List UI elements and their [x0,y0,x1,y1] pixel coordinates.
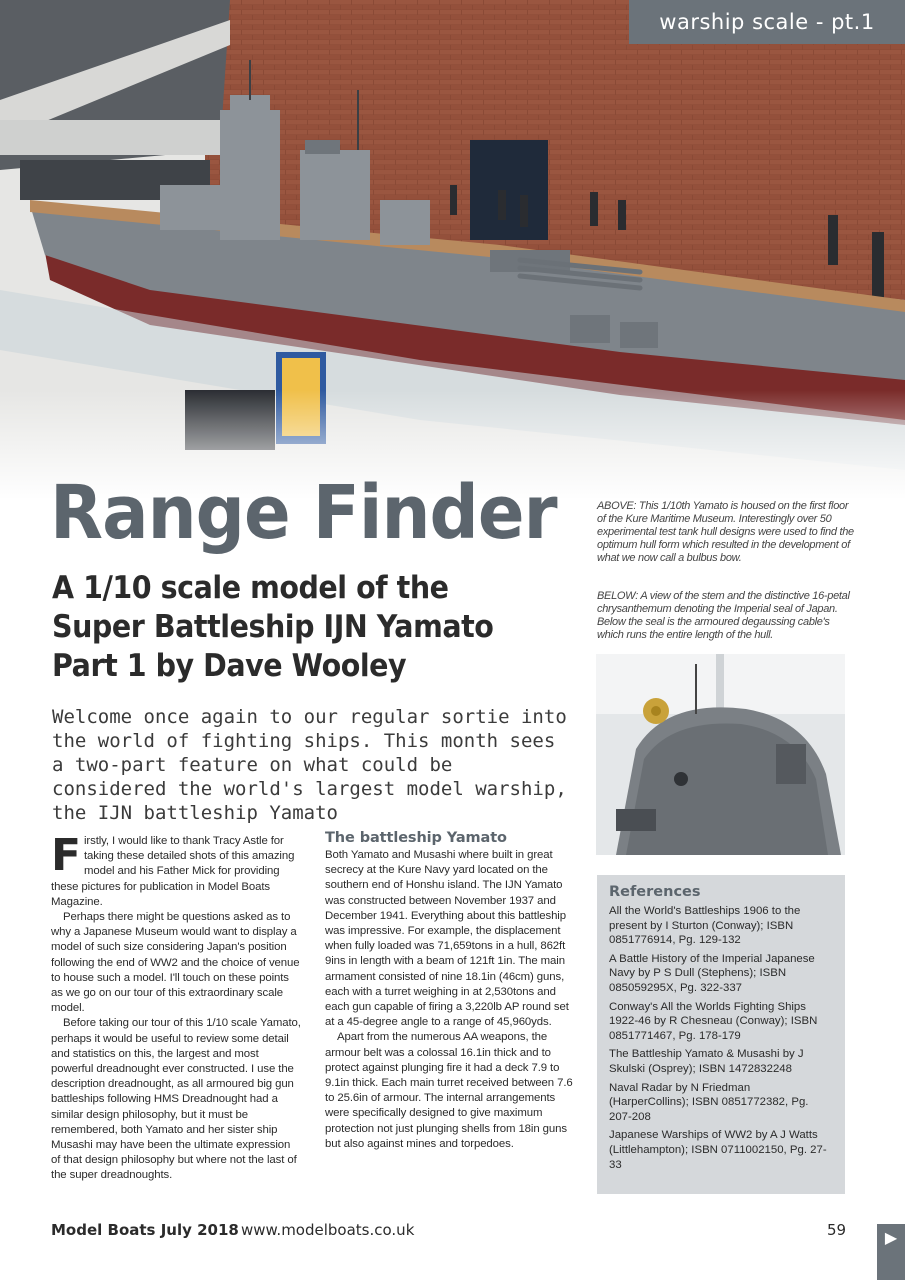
bow-stem-image [596,654,845,855]
footer-magazine-issue: Model Boats July 2018 [51,1221,239,1239]
subtitle-line: Part 1 by Dave Wooley [52,648,407,684]
paragraph: Before taking our tour of this 1/10 scale Yamato, perhaps it would be useful to review some detail and statistics on this, the largest and most powerful dreadnought ever constructed. I use the description dreadnought, as all armoured big gun battleships following HMS Dreadnought had a similar design philosophy, but it must be remembered, both Yamato and her sister ship Musashi may have been the ultimate expression of that design philosophy but where not the last of the super dreadnoughts. [51,1017,301,1182]
next-page-tab[interactable] [877,1224,905,1280]
article-title: Range Finder [50,470,557,556]
reference-item: A Battle History of the Imperial Japanese Navy by P S Dull (Stephens); ISBN 085059295X, Pg. 322-337 [609,952,815,994]
references-heading: References [609,884,701,900]
paragraph: Both Yamato and Musashi where built in great secrecy at the Kure Navy yard located on the southern end of Honshu island. The IJN Yamato was constructed between November 1937 and December 1941. Everything about this battleship was impressive. For example, the displacement when fully loaded was 71,659tons in a hull, 862ft 9ins in length with a beam of 121ft 1in. The main armament consisted of nine 18.1in (46cm) guns, each with a turret weighing in at 2,530tons and each gun capable of firing a 3,220lb AP round set at a 45-degree angle to a range of 45,960yds. [325,849,569,1029]
paragraph: Apart from the numerous AA weapons, the armour belt was a colossal 16.1in thick and to protect against plunging fire it had a deck 7.9 to 9.1in thick. Each main turret received between 7.6 to 25.6in of armour. The internal arrangements were specifically designed to give maximum protection not just plunging shells from 18in guns but also against mines and torpedoes. [325,1031,573,1150]
arrow-right-icon: ▶ [884,1228,898,1247]
article-standfirst: Welcome once again to our regular sortie into the world of fighting ships. This month sees a two-part feature on what could be considered the world's largest model warship, the IJN battleship Yamato [52,706,567,824]
caption-above: ABOVE: This 1/10th Yamato is housed on the first floor of the Kure Maritime Museum. Interestingly over 50 experimental test tank hull designs were used to find the optimum hull form which resulted in the development of what we now call a bulbus bow. [597,500,854,564]
section-heading: The battleship Yamato [325,830,507,846]
reference-item: All the World's Battleships 1906 to the present by I Sturton (Conway); ISBN 0851776914, Pg. 129-132 [609,905,801,947]
drop-cap: F [51,830,81,881]
reference-item: The Battleship Yamato & Musashi by J Skulski (Osprey); ISBN 1472832248 [609,1048,804,1075]
body-column-1 [51,830,301,1184]
body-column-2 [325,830,575,1152]
yamato-model-photo [0,0,905,500]
bow-photo [596,654,845,855]
reference-item: Conway's All the Worlds Fighting Ships 1922-46 by R Chesneau (Conway); ISBN 0851771467, Pg. 178-179 [609,1000,818,1042]
page-number: 59 [827,1221,847,1239]
article-subtitle [52,569,530,686]
hero-photo [0,0,905,500]
subtitle-line: Super Battleship IJN Yamato [52,609,494,645]
subtitle-line: A 1/10 scale model of the [52,570,449,606]
references-box [597,875,845,1194]
reference-item: Japanese Warships of WW2 by A J Watts (Littlehampton); ISBN 0711002150, Pg. 27-33 [609,1129,827,1171]
footer-website[interactable]: www.modelboats.co.uk [241,1221,415,1239]
caption-below: BELOW: A view of the stem and the distinctive 16-petal chrysanthemum denoting the Imperial seal of Japan. Below the seal is the armoured degaussing cable's which runs the entire length of the hull. [597,590,850,641]
paragraph: Perhaps there might be questions asked as to why a Japanese Museum would want to display a model of such size considering Japan's position following the end of WW2 and the choice of venue to house such a model. I'll touch on these points as we go on our tour of this extraordinary scale model. [51,911,300,1015]
section-tag: warship scale - pt.1 [629,0,905,44]
reference-item: Naval Radar by N Friedman (HarperCollins); ISBN 0851772382, Pg. 207-208 [609,1081,809,1123]
paragraph: Firstly, I would like to thank Tracy Astle for taking these detailed shots of this amazing model and his Father Mick for providing these pictures for publication in Model Boats Magazine. [51,830,295,908]
